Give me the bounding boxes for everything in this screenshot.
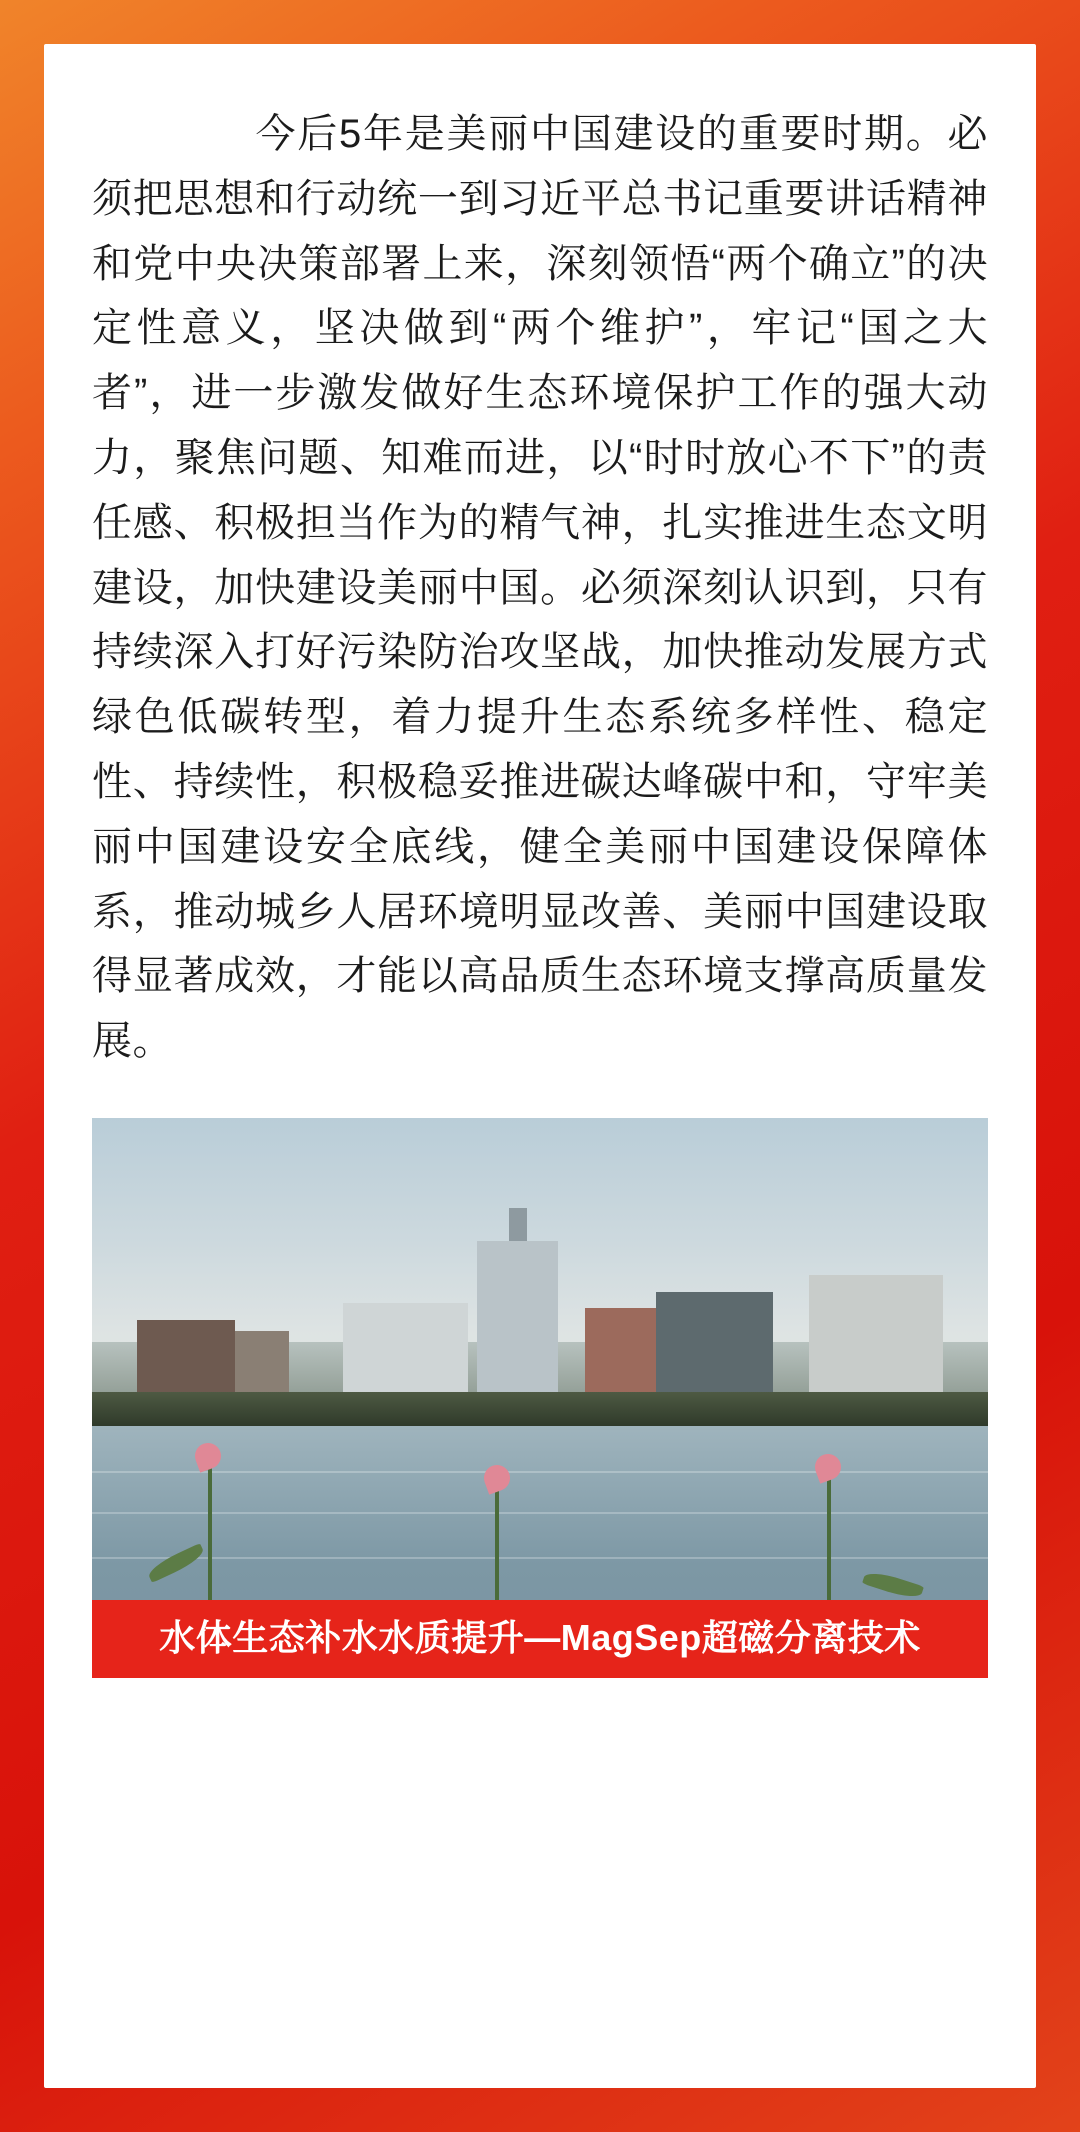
figure-caption: 水体生态补水水质提升—MagSep超磁分离技术: [92, 1600, 988, 1678]
photo-embankment: [92, 1392, 988, 1426]
photo-plant-hall: [343, 1303, 468, 1398]
photo-building-dark: [656, 1292, 772, 1398]
figure-block: [92, 1118, 988, 1678]
article-body: 今后5年是美丽中国建设的重要时期。必须把思想和行动统一到习近平总书记重要讲话精神和党中央决策部署上来，深刻领悟“两个确立”的决定性意义，坚决做到“两个维护”，牢记“国之大者”，进一步激发做好生态环境保护工作的强大动力，聚焦问题、知难而进，以“时时放心不下”的责任感、积极担当作为的精气神，扎实推进生态文明建设，加快建设美丽中国。必须深刻认识到，只有持续深入打好污染防治攻坚战，加快推动发展方式绿色低碳转型，着力提升生态系统多样性、稳定性、持续性，积极稳妥推进碳达峰碳中和，守牢美丽中国建设安全底线，健全美丽中国建设保障体系，推动城乡人居环境明显改善、美丽中国建设取得显著成效，才能以高品质生态环境支撑高质量发展。: [92, 112, 988, 1064]
photo-building-brick: [585, 1308, 666, 1398]
photo-silo: [477, 1241, 558, 1398]
content-card: [44, 44, 1036, 2088]
photo-building-left2: [235, 1331, 289, 1398]
photo-building-left: [137, 1320, 236, 1398]
photo-building-right: [809, 1275, 943, 1398]
figure-photo: [92, 1118, 988, 1678]
